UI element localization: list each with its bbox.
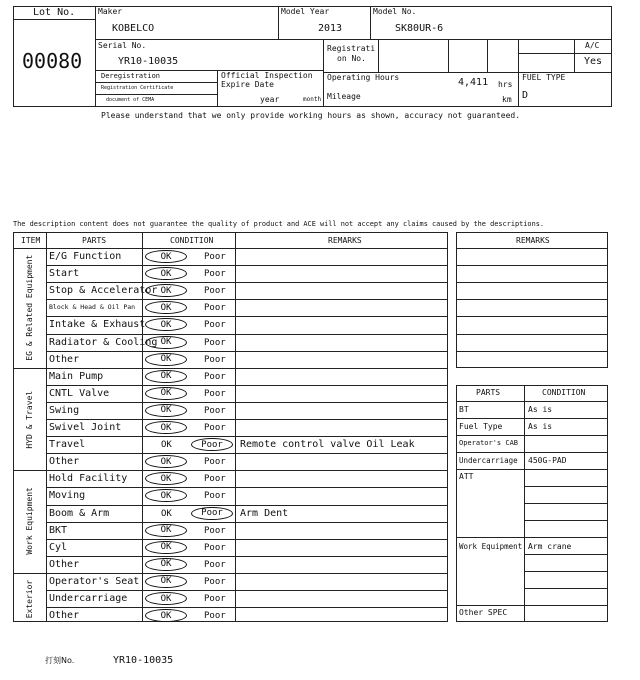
- poor-option[interactable]: Poor: [204, 491, 226, 502]
- registration-label-1: Registrati: [327, 44, 376, 53]
- hours-notice: Please understand that we only provide working hours as shown, accuracy not guaranteed.: [101, 111, 521, 120]
- ac-label: A/C: [585, 41, 600, 50]
- ok-option-circled[interactable]: OK: [145, 284, 187, 297]
- fuel-type-value: D: [522, 90, 529, 101]
- inspection-label-1: Official Inspection: [221, 71, 313, 80]
- spec-other-label: Other SPEC: [459, 608, 508, 617]
- stamp-label: 打刻No.: [45, 656, 75, 665]
- ok-option-circled[interactable]: OK: [145, 609, 187, 622]
- ok-option[interactable]: OK: [161, 508, 172, 519]
- group-label: Work Equipment: [25, 487, 34, 556]
- poor-option[interactable]: Poor: [204, 354, 226, 365]
- spec-bt-label: BT: [459, 405, 469, 414]
- part-name: Other: [49, 610, 80, 622]
- poor-option[interactable]: Poor: [204, 525, 226, 536]
- col-parts: PARTS: [82, 236, 107, 245]
- maker-label: Maker: [98, 7, 123, 16]
- poor-option[interactable]: Poor: [204, 474, 226, 485]
- disclaimer: The description content does not guarantee the quality of product and ACE will not accept any claims caused by the descriptions.: [13, 220, 545, 228]
- spec-work-value: Arm crane: [528, 542, 572, 551]
- part-name: Undercarriage: [49, 593, 128, 604]
- spec-bt-value: As is: [528, 405, 553, 414]
- poor-option[interactable]: Poor: [204, 388, 226, 399]
- ok-option-circled[interactable]: OK: [145, 558, 187, 571]
- poor-option[interactable]: Poor: [204, 371, 226, 382]
- deregistration-label: Deregistration: [101, 72, 161, 80]
- ok-option-circled[interactable]: OK: [145, 472, 187, 485]
- stamp-value: YR10-10035: [113, 655, 174, 666]
- poor-option-circled[interactable]: Poor: [191, 438, 233, 451]
- model-no-label: Model No.: [373, 7, 417, 16]
- part-name: Boom & Arm: [49, 507, 110, 519]
- part-name: Swing: [49, 404, 80, 416]
- spec-cab-label: Operator's CAB: [459, 439, 519, 447]
- part-name: CNTL Valve: [49, 387, 110, 399]
- part-name: Radiator & Cooling: [49, 336, 158, 348]
- ok-option-circled[interactable]: OK: [145, 318, 187, 331]
- ok-option-circled[interactable]: OK: [145, 421, 187, 434]
- ok-option-circled[interactable]: OK: [145, 353, 187, 366]
- serial-value: YR10-10035: [118, 56, 179, 67]
- part-name: Moving: [49, 490, 86, 502]
- inspection-label-2: Expire Date: [221, 80, 274, 89]
- poor-option-circled[interactable]: Poor: [191, 507, 233, 520]
- mileage-label: Mileage: [327, 92, 361, 101]
- model-no-value: SK80UR-6: [395, 23, 444, 34]
- remark-text: Remote control valve Oil Leak: [240, 439, 415, 451]
- spec-col-parts: PARTS: [476, 388, 501, 397]
- part-name: Operator's Seat: [49, 575, 140, 587]
- group-label: HYD & Travel: [25, 390, 34, 448]
- part-name: Other: [49, 456, 80, 468]
- spec-col-condition: CONDITION: [542, 388, 586, 397]
- part-name: Intake & Exhaust: [49, 319, 146, 331]
- month-label: month: [303, 96, 322, 103]
- poor-option[interactable]: Poor: [204, 405, 226, 416]
- registration-certificate-label: Registration Certificate: [101, 85, 174, 91]
- spec-fuel-value: As is: [528, 422, 553, 431]
- lot-label: Lot No.: [33, 7, 76, 18]
- ok-option-circled[interactable]: OK: [145, 592, 187, 605]
- group-label: EG & Related Equipment: [25, 254, 34, 361]
- right-remarks-header: REMARKS: [516, 236, 550, 245]
- maker-value: KOBELCO: [112, 23, 155, 34]
- model-year-value: 2013: [318, 23, 343, 34]
- poor-option[interactable]: Poor: [204, 320, 226, 331]
- poor-option[interactable]: Poor: [204, 576, 226, 587]
- km-unit: km: [502, 95, 512, 104]
- operating-hours-label: Operating Hours: [327, 73, 400, 82]
- ok-option-circled[interactable]: OK: [145, 370, 187, 383]
- poor-option[interactable]: Poor: [204, 457, 226, 468]
- ok-option-circled[interactable]: OK: [145, 250, 187, 263]
- ok-option-circled[interactable]: OK: [145, 489, 187, 502]
- part-name: BKT: [49, 524, 68, 536]
- part-name: Block & Head & Oil Pan: [49, 303, 136, 312]
- poor-option[interactable]: Poor: [204, 303, 226, 314]
- part-name: Other: [49, 558, 80, 570]
- hrs-unit: hrs: [498, 80, 513, 89]
- remark-text: Arm Dent: [240, 507, 289, 519]
- part-name: Travel: [49, 439, 86, 451]
- poor-option[interactable]: Poor: [204, 559, 226, 570]
- spec-work-label: Work Equipment: [459, 542, 523, 551]
- model-year-label: Model Year: [281, 7, 330, 16]
- group-label: Exterior: [25, 579, 34, 618]
- cema-label: document of CEMA: [106, 97, 155, 103]
- col-remarks: REMARKS: [328, 236, 362, 245]
- poor-option[interactable]: Poor: [204, 594, 226, 604]
- ok-option-circled[interactable]: OK: [145, 524, 187, 537]
- col-item: ITEM: [21, 236, 41, 245]
- ok-option-circled[interactable]: OK: [145, 455, 187, 468]
- part-name: Cyl: [49, 541, 68, 553]
- serial-label: Serial No.: [98, 41, 147, 50]
- ok-option-circled[interactable]: OK: [145, 541, 187, 554]
- part-name: Hold Facility: [49, 473, 128, 485]
- spec-under-value: 450G-PAD: [528, 456, 567, 465]
- poor-option[interactable]: Poor: [204, 611, 226, 622]
- ac-value: Yes: [584, 56, 603, 67]
- part-name: Other: [49, 353, 80, 365]
- part-name: Start: [49, 268, 80, 280]
- part-name: Swivel Joint: [49, 422, 122, 433]
- poor-option[interactable]: Poor: [204, 337, 226, 348]
- part-name: Main Pump: [49, 370, 104, 382]
- ok-option-circled[interactable]: OK: [145, 267, 187, 280]
- operating-hours-value: 4,411: [458, 77, 489, 88]
- poor-option[interactable]: Poor: [204, 423, 226, 433]
- fuel-type-label: FUEL TYPE: [522, 73, 566, 82]
- spec-att-label: ATT: [459, 472, 474, 481]
- poor-option[interactable]: Poor: [204, 542, 226, 553]
- ok-option-circled[interactable]: OK: [145, 404, 187, 417]
- ok-option-circled[interactable]: OK: [145, 575, 187, 588]
- poor-option[interactable]: Poor: [204, 252, 226, 262]
- year-label: year: [260, 95, 280, 104]
- poor-option[interactable]: Poor: [204, 269, 226, 280]
- poor-option[interactable]: Poor: [204, 286, 226, 297]
- col-condition: CONDITION: [170, 236, 214, 245]
- spec-under-label: Undercarriage: [459, 456, 518, 465]
- part-name: E/G Function: [49, 251, 122, 262]
- registration-label-2: on No.: [337, 54, 366, 63]
- spec-fuel-label: Fuel Type: [459, 422, 503, 431]
- part-name: Stop & Accelerator: [49, 285, 158, 297]
- ok-option-circled[interactable]: OK: [145, 301, 187, 314]
- ok-option[interactable]: OK: [161, 440, 172, 451]
- ok-option-circled[interactable]: OK: [145, 387, 187, 400]
- lot-number: 00080: [22, 49, 83, 73]
- ok-option-circled[interactable]: OK: [145, 336, 187, 349]
